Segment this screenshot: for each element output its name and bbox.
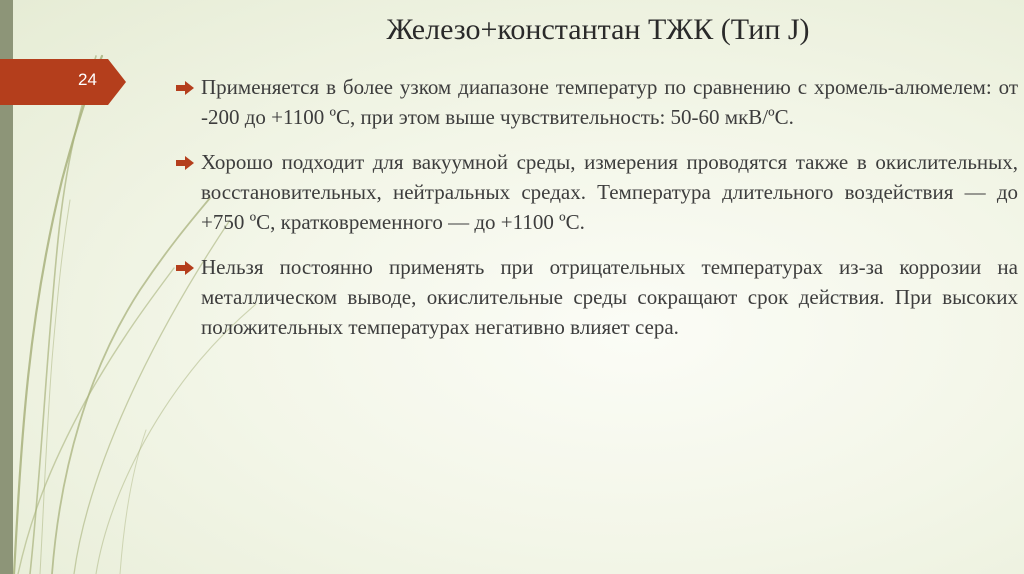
bullet-text: Хорошо подходит для вакуумной среды, измерения проводятся также в окислительных, восстановительных, нейтральных средах. Температура длительного воздействия — до +750 ºС, кратковременного — до +1100 ºС. — [201, 150, 1018, 234]
slide-title: Железо+константан ТЖК (Тип J) — [386, 13, 810, 46]
arrow-right-icon — [176, 81, 194, 95]
bullet-item — [176, 72, 1018, 132]
page-number: 24 — [78, 70, 97, 89]
bullet-list — [176, 72, 1018, 357]
bullet-item — [176, 147, 1018, 237]
arrow-right-icon — [176, 261, 194, 275]
bullet-item — [176, 252, 1018, 342]
bullet-text: Применяется в более узком диапазоне температур по сравнению с хромель-алюмелем: от -200 до +1100 ºС, при этом выше чувствительность: 50-60 мкВ/ºС. — [201, 75, 1018, 129]
arrow-right-icon — [176, 156, 194, 170]
bullet-text: Нельзя постоянно применять при отрицательных температурах из-за коррозии на металлическом выводе, окислительные среды сокращают срок действия. При высоких положительных температурах негативно влияет сера. — [201, 255, 1018, 339]
page-number-tab — [0, 59, 126, 105]
